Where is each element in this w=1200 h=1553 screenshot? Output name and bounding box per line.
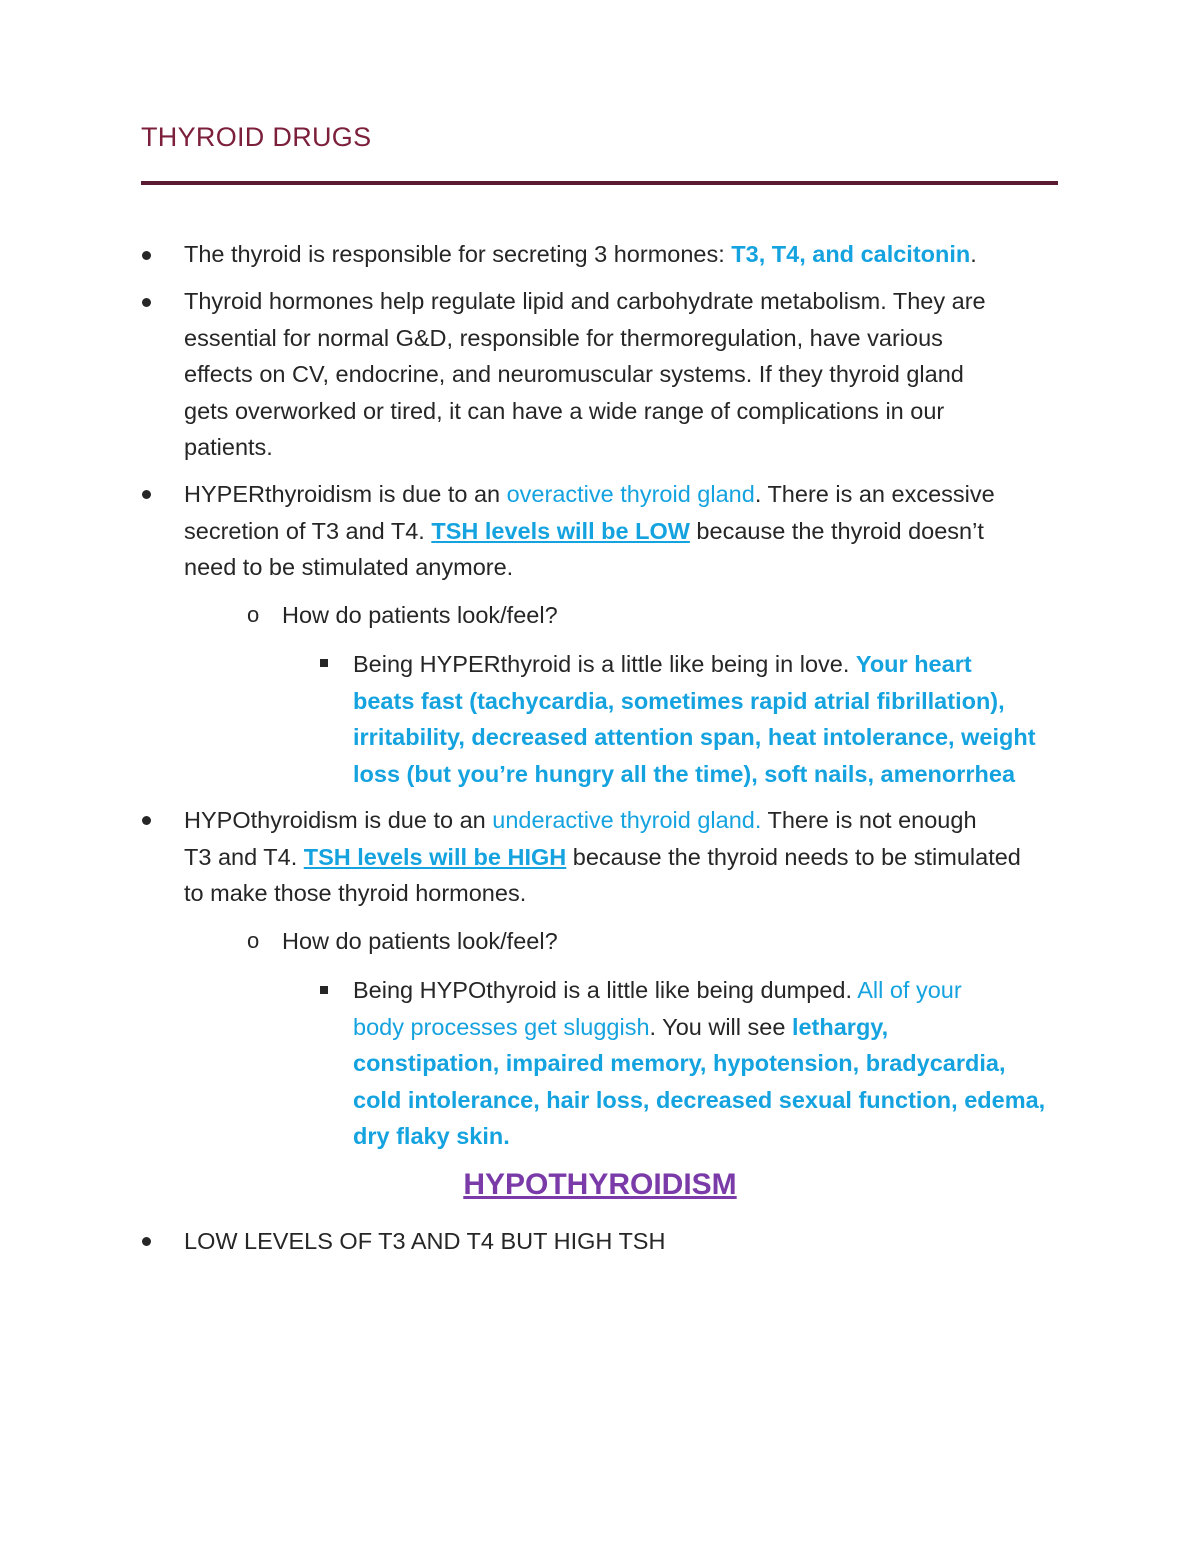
sub-sub-item-hypo-symptoms [353, 972, 1065, 1155]
text-line: essential for normal G&D, responsible for thermoregulation, have various [184, 324, 943, 351]
tsh-low-link: TSH levels will be LOW [431, 517, 690, 544]
text: HYPERthyroidism is due to an [184, 481, 507, 507]
highlight-overactive: overactive thyroid gland [506, 481, 755, 507]
title-divider [141, 181, 1058, 185]
text: T3 and T4. [184, 843, 304, 870]
bullet-item-hypothyroidism [184, 802, 1064, 912]
text-line: dry flaky skin. [353, 1123, 510, 1149]
text-line: irritability, decreased attention span, heat intolerance, weight [353, 724, 1036, 750]
highlight-underactive: underactive thyroid gland. [492, 807, 762, 833]
text-line: effects on CV, endocrine, and neuromuscular systems. If they thyroid gland [184, 361, 964, 387]
text: secretion of T3 and T4. [184, 517, 432, 544]
text: . There is an excessive [754, 481, 995, 507]
circle-bullet-icon: o [247, 602, 260, 627]
page-title: THYROID DRUGS [141, 122, 372, 152]
bullet-icon [142, 251, 151, 260]
text-line [184, 476, 1064, 513]
highlight-symptoms: lethargy, [791, 1013, 889, 1040]
text: . [970, 241, 977, 267]
text: . You will see [649, 1013, 792, 1040]
text-line: patients. [184, 434, 273, 460]
highlight-sluggish: body processes get sluggish [353, 1013, 650, 1040]
square-bullet-icon [320, 986, 328, 994]
text-line: to make those thyroid hormones. [184, 880, 527, 906]
bullet-icon [142, 298, 151, 307]
text-line [184, 513, 1064, 550]
sub-item-question: How do patients look/feel? [282, 602, 558, 628]
text: There is not enough [761, 807, 977, 833]
text-line [184, 839, 1064, 876]
bullet-icon [142, 1237, 151, 1246]
text: HYPOthyroidism is due to an [184, 807, 493, 833]
bullet-item-hyperthyroidism [184, 476, 1064, 586]
tsh-high-link: TSH levels will be HIGH [303, 843, 567, 870]
text-line [353, 1009, 1065, 1046]
circle-bullet-icon: o [247, 928, 260, 953]
text-line: gets overworked or tired, it can have a wide range of complications in our [184, 397, 945, 424]
sub-sub-item-hyper-symptoms [353, 646, 1065, 792]
highlight-symptoms: Your heart [855, 651, 972, 677]
text-line: need to be stimulated anymore. [184, 554, 514, 580]
text-line: cold intolerance, hair loss, decreased sexual function, edema, [353, 1086, 1046, 1113]
bullet-icon [142, 490, 151, 499]
highlight-hormones: T3, T4, and calcitonin [731, 241, 971, 267]
square-bullet-icon [320, 659, 328, 667]
text-line: loss (but you’re hungry all the time), soft nails, amenorrhea [353, 760, 1016, 787]
text: Being HYPOthyroid is a little like being dumped. [353, 977, 858, 1003]
text-line: Thyroid hormones help regulate lipid and carbohydrate metabolism. They are [184, 288, 986, 314]
text: because the thyroid needs to be stimulated [566, 843, 1021, 870]
text-line: constipation, impaired memory, hypotension, bradycardia, [353, 1050, 1006, 1076]
bullet-item-low-levels: LOW LEVELS OF T3 AND T4 BUT HIGH TSH [184, 1228, 666, 1254]
text-line [353, 646, 1065, 683]
text: The thyroid is responsible for secreting 3 hormones: [184, 241, 732, 267]
bullet-item-hormones [184, 236, 1064, 273]
text: Being HYPERthyroid is a little like being in love. [353, 651, 856, 677]
text-line: beats fast (tachycardia, sometimes rapid atrial fibrillation), [353, 687, 1005, 714]
sub-item-question: How do patients look/feel? [282, 928, 558, 954]
bullet-icon [142, 816, 151, 825]
text-line [184, 802, 1064, 839]
highlight-sluggish: All of your [857, 977, 962, 1003]
section-heading: HYPOTHYROIDISM [463, 1168, 737, 1201]
text-line [353, 972, 1065, 1009]
bullet-item-functions [184, 283, 1064, 466]
text: because the thyroid doesn’t [689, 517, 984, 544]
